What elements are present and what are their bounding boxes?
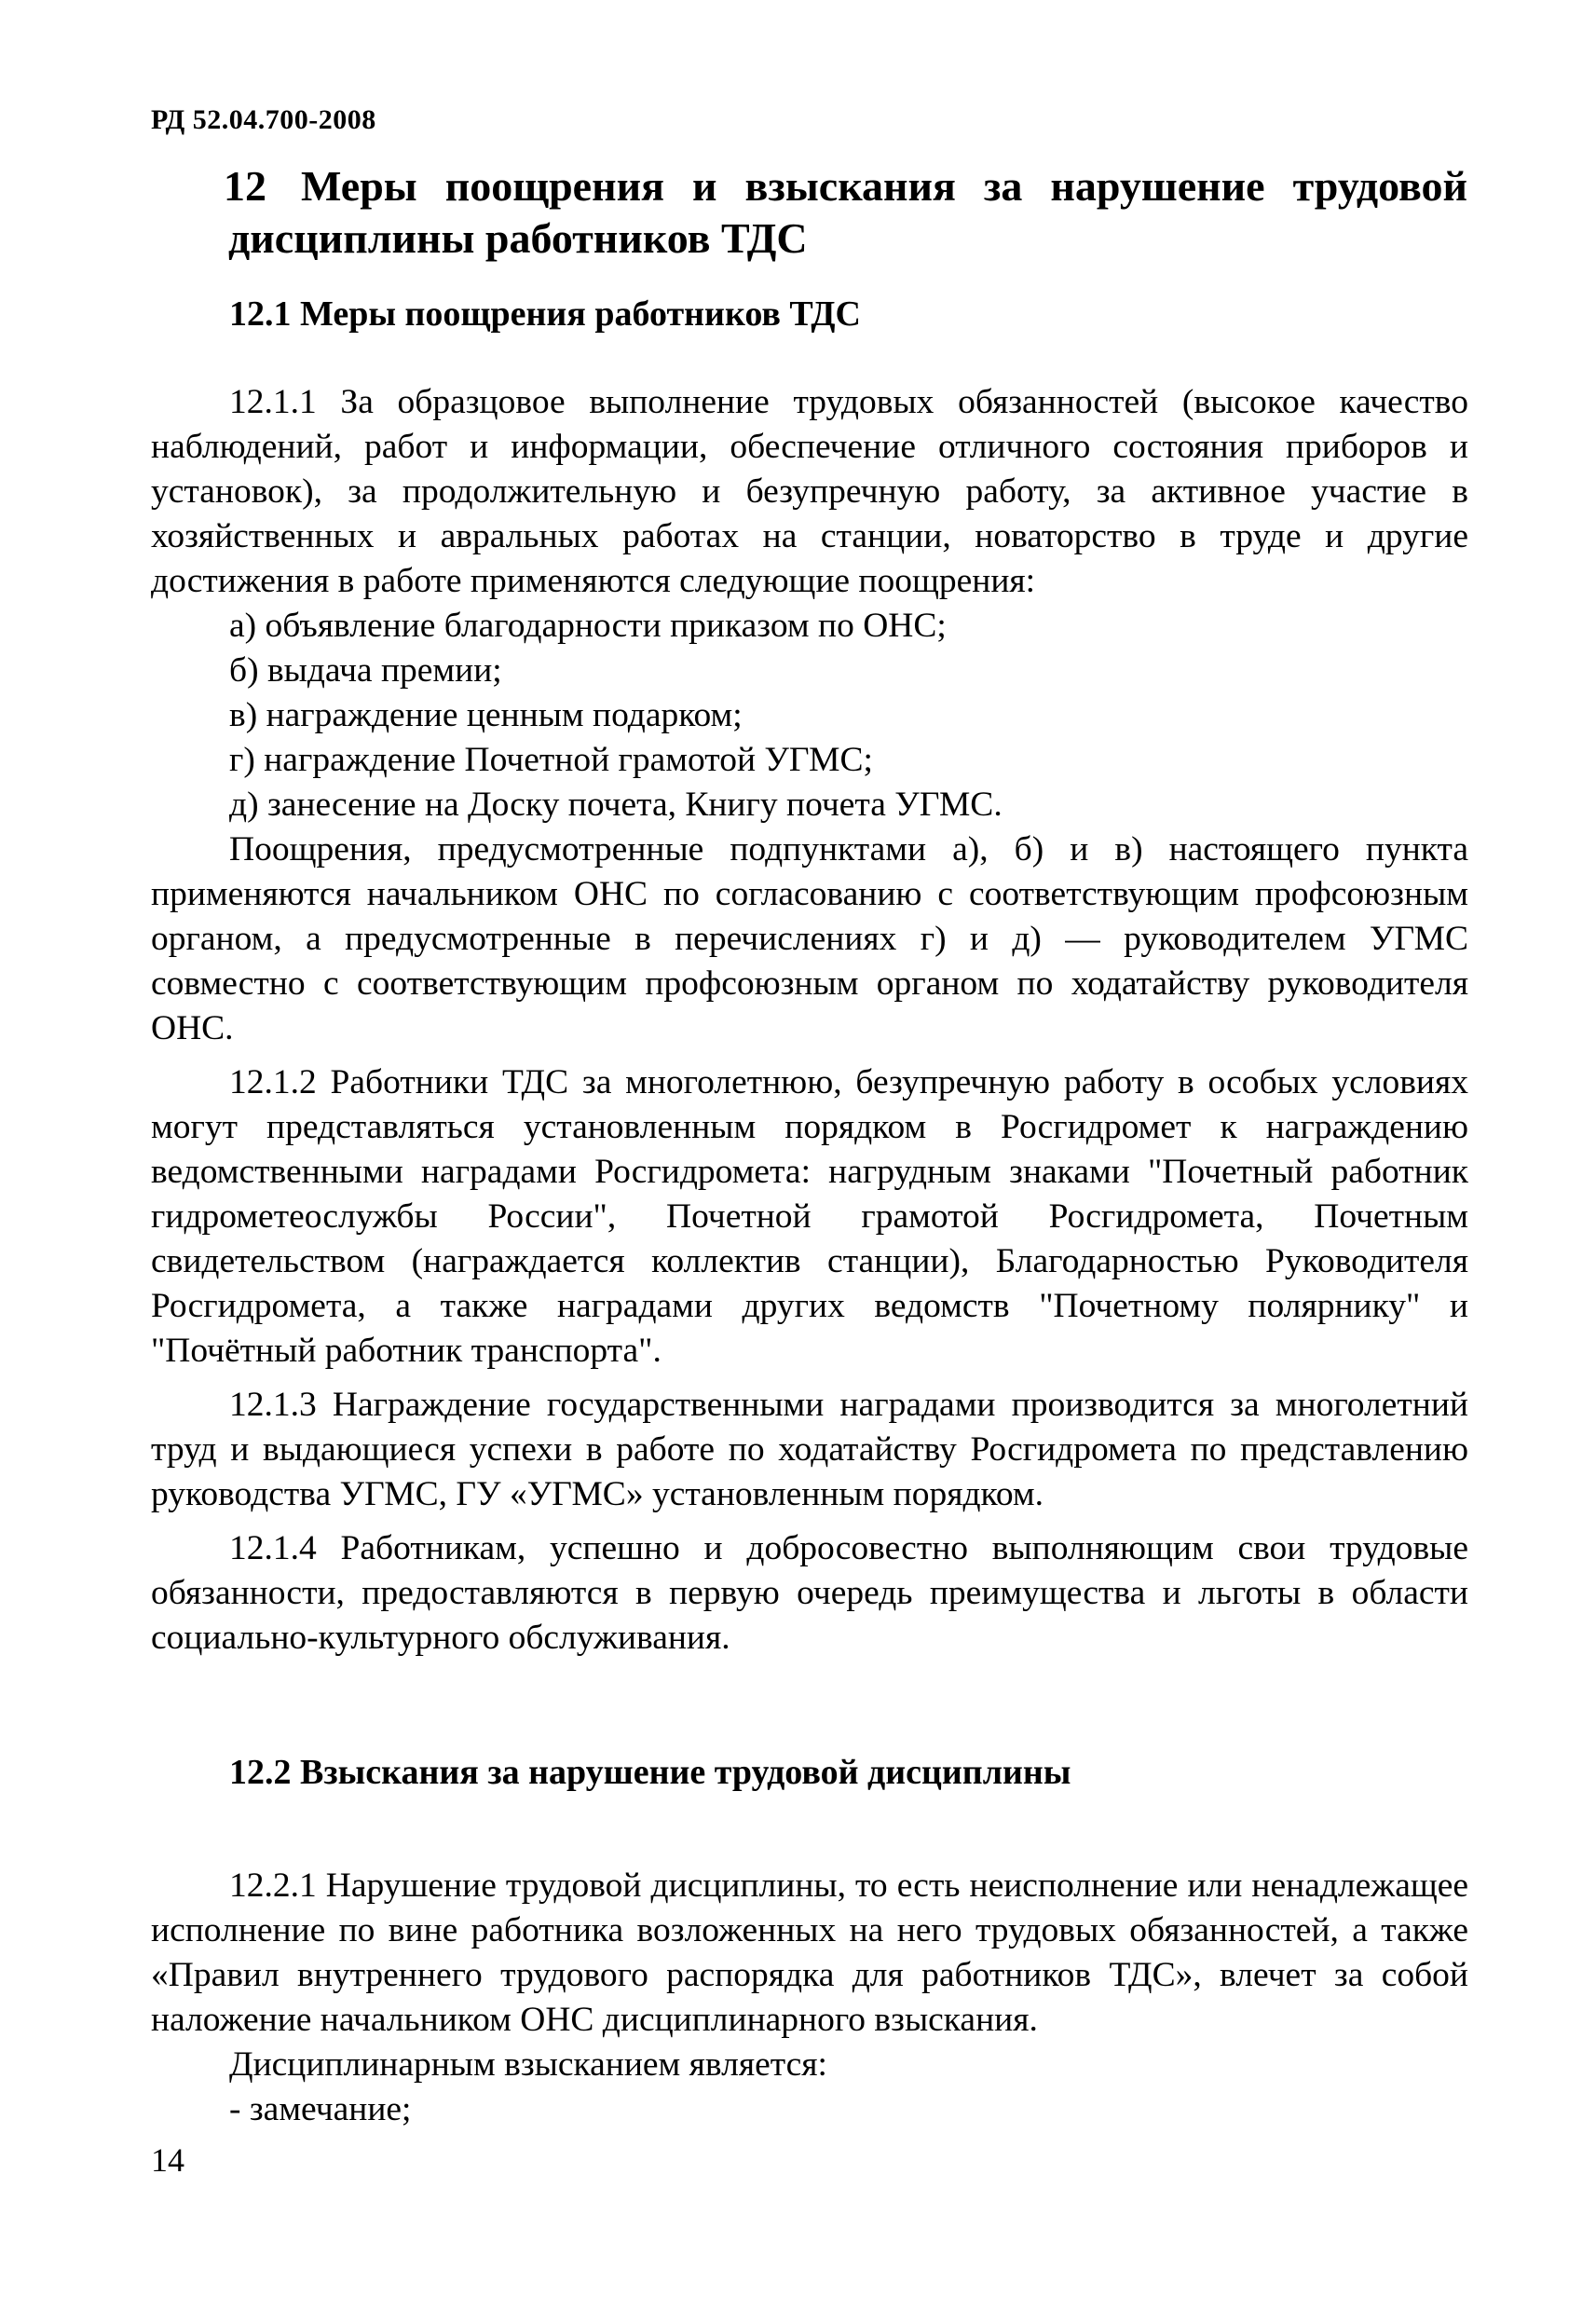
paragraph-12-1-3: 12.1.3 Награждение государственными наградами производится за многолетний труд и выдающиеся успехи в работе по ходатайству Росгидромета по представлению руководства УГМС, ГУ «УГМС» установленным порядком. [151, 1386, 1468, 1513]
section-number: 12 [224, 162, 266, 210]
section-title-line1: Меры поощрения и взыскания за нарушение трудовой [301, 162, 1467, 210]
paragraph-12-1-1: 12.1.1 За образцовое выполнение трудовых обязанностей (высокое качество наблюдений, работ и информации, обеспечение отличного состояния приборов и установок), за продолжительную и безупречную работу, за активное участие в хозяйственных и авральных работах на станции, новаторство в труде и другие достижения в работе применяются следующие поощрения: [151, 383, 1468, 600]
list-item-d: д) занесение на Доску почета, Книгу почета УГМС. [229, 786, 1003, 824]
list-item-b: б) выдача премии; [229, 651, 502, 690]
page-number: 14 [151, 2141, 184, 2179]
paragraph-12-1-4: 12.1.4 Работникам, успешно и добросовестно выполняющим свои трудовые обязанности, предоставляются в первую очередь преимущества и льготы в области социально-культурного обслуживания. [151, 1529, 1468, 1657]
paragraph-12-2-1: 12.2.1 Нарушение трудовой дисциплины, то есть неисполнение или ненадлежащее исполнение по вине работника возложенных на него трудовых обязанностей, а также «Правил внутреннего трудового распорядка для работников ТДС», влечет за собой наложение начальником ОНС дисциплинарного взыскания. [151, 1867, 1468, 2039]
list-item-v: в) награждение ценным подарком; [229, 696, 743, 734]
list-item-g: г) награждение Почетной грамотой УГМС; [229, 741, 873, 779]
paragraph-incentives-note: Поощрения, предусмотренные подпунктами а), б) и в) настоящего пункта применяются начальником ОНС по согласованию с соответствующим профсоюзным органом, а предусмотренные в перечислениях г) и д) — руководителем УГМС совместно с соответствующим профсоюзным органом по ходатайству руководителя ОНС. [151, 830, 1468, 1047]
subsection-heading-12-1: 12.1 Меры поощрения работников ТДС [229, 294, 861, 334]
section-title [224, 160, 1467, 265]
list-item-a: а) объявление благодарности приказом по ОНС; [229, 607, 947, 645]
subsection-body-12-1 [151, 380, 1468, 1661]
paragraph-penalty-intro: Дисциплинарным взысканием является: [229, 2045, 827, 2084]
section-title-line2: дисциплины работников ТДС [228, 214, 808, 262]
subsection-heading-12-2: 12.2 Взыскания за нарушение трудовой дисциплины [229, 1753, 1071, 1792]
list-item-remark: - замечание; [229, 2090, 412, 2128]
subsection-body-12-2 [151, 1864, 1468, 2132]
paragraph-12-1-2: 12.1.2 Работники ТДС за многолетнюю, безупречную работу в особых условиях могут представляться установленным порядком в Росгидромет к награждению ведомственными наградами Росгидромета: нагрудным знаками "Почетный работник гидрометеослужбы России", Почетной грамотой Росгидромета, Почетным свидетельством (награждается коллектив станции), Благодарностью Руководителя Росгидромета, а также наградами других ведомств "Почетному полярнику" и "Почётный работник транспорта". [151, 1063, 1468, 1370]
document-code: РД 52.04.700-2008 [151, 104, 376, 135]
